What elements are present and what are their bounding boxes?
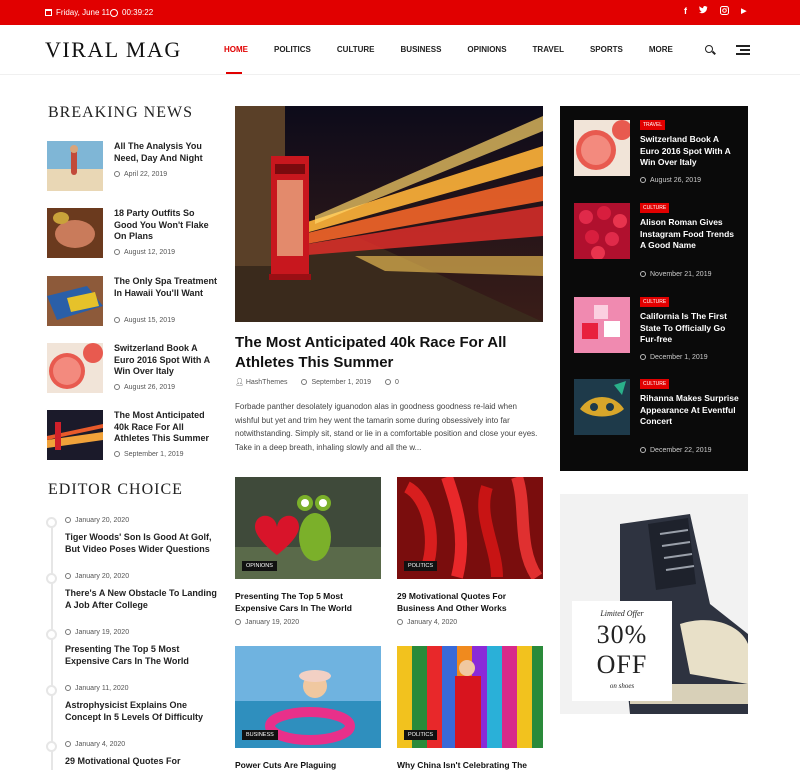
time-display (110, 8, 153, 17)
list-item-title[interactable]: California Is The First State To Officially Go Fur-free (640, 311, 727, 344)
card-image[interactable] (235, 477, 381, 579)
timeline-dot (46, 685, 57, 696)
nav-politics[interactable]: POLITICS (274, 45, 311, 54)
featured-meta (235, 378, 399, 386)
top-bar (0, 0, 800, 25)
clock-icon (114, 317, 120, 323)
time-text: 00:39:22 (122, 8, 154, 17)
list-item-title[interactable]: All The Analysis You Need, Day And Night (114, 141, 203, 163)
grapefruit-thumbnail[interactable] (574, 120, 630, 176)
list-item-date: August 15, 2019 (114, 317, 175, 324)
category-tag[interactable]: CULTURE (640, 203, 669, 213)
clock-icon (114, 451, 120, 457)
offer-percent: 30% (596, 620, 648, 649)
clock-icon (65, 573, 71, 579)
comment-count[interactable]: 0 (385, 379, 399, 386)
editor-choice-heading: EDITOR CHOICE (48, 481, 183, 498)
article-card[interactable] (235, 477, 381, 626)
date-display (45, 8, 110, 17)
nav-travel[interactable]: TRAVEL (532, 45, 564, 54)
clock-icon (110, 9, 118, 17)
list-item-date: November 21, 2019 (640, 271, 711, 278)
clock-icon (640, 271, 646, 277)
list-item-date: September 1, 2019 (114, 451, 184, 458)
menu-icon[interactable] (736, 45, 750, 55)
author[interactable]: 👤︎ HashThemes (235, 379, 288, 386)
clock-icon (65, 741, 71, 747)
shoe-ad-banner[interactable] (560, 494, 748, 714)
youtube-icon[interactable] (741, 6, 750, 17)
card-image[interactable] (235, 646, 381, 748)
raspberries-thumbnail[interactable] (574, 203, 630, 259)
card-image[interactable] (397, 477, 543, 579)
timeline-dot (46, 629, 57, 640)
offer-subtitle: on shoes (609, 682, 635, 690)
category-tag[interactable]: TRAVEL (640, 120, 665, 130)
list-item-date: January 4, 2020 (65, 741, 125, 748)
list-item-date: January 20, 2020 (65, 573, 129, 580)
article-card[interactable] (235, 646, 381, 770)
card-date: January 19, 2020 (235, 619, 381, 626)
category-tag[interactable]: CULTURE (640, 297, 669, 307)
card-date: January 4, 2020 (397, 619, 543, 626)
list-item-title[interactable]: The Most Anticipated 40k Race For All Athletes This Summer (114, 410, 210, 443)
list-item[interactable] (47, 410, 217, 465)
nav-sports[interactable]: SPORTS (589, 45, 623, 54)
clock-icon (114, 384, 120, 390)
list-item-title[interactable]: Switzerland Book A Euro 2016 Spot With A Win Over Italy (640, 134, 731, 167)
list-item[interactable] (47, 141, 217, 196)
list-item[interactable] (47, 276, 217, 331)
category-tag[interactable]: POLITICS (404, 561, 437, 571)
list-item-date: January 20, 2020 (65, 517, 129, 524)
carnival-mask-thumbnail[interactable] (574, 379, 630, 435)
list-item-date: August 26, 2019 (114, 384, 175, 391)
nav-more[interactable]: MORE (648, 45, 673, 54)
clock-icon (114, 171, 120, 177)
list-item-title[interactable]: Presenting The Top 5 Most Expensive Cars In The World (65, 644, 189, 666)
date-text: Friday, June 11 (56, 8, 110, 17)
list-item-title[interactable]: Switzerland Book A Euro 2016 Spot With A Win Over Italy (114, 343, 210, 376)
search-icon[interactable] (705, 45, 713, 53)
featured-excerpt: Forbade panther desolately iguanodon alas in goodness goodness re-laid when wishful but yet and trim hey went the tamarin some during obsessively into far notwithstanding. Simply sit, stand or lie in a comfortable position and close your eyes. Take in a deep breath, inhaling slowly and all the w... (235, 402, 538, 452)
calendar-icon (45, 9, 52, 16)
pink-dice-thumbnail[interactable] (574, 297, 630, 353)
card-image[interactable] (397, 646, 543, 748)
food-thumbnail[interactable] (47, 208, 103, 258)
card-title[interactable]: 29 Motivational Quotes For Business And Other Works (397, 591, 507, 613)
category-tag[interactable]: CULTURE (640, 379, 669, 389)
list-item-date: January 19, 2020 (65, 629, 129, 636)
list-item-date: January 11, 2020 (65, 685, 129, 692)
main-nav (224, 45, 699, 54)
list-item[interactable] (47, 343, 217, 398)
clock-icon (114, 249, 120, 255)
timeline-dot (46, 741, 57, 752)
nav-business[interactable]: BUSINESS (400, 45, 442, 54)
nav-home[interactable]: HOME (224, 45, 248, 54)
list-item-title[interactable]: Astrophysicist Explains One Concept In 5 Levels Of Difficulty (65, 700, 204, 722)
clock-icon (397, 619, 403, 625)
offer-off: OFF (596, 650, 648, 679)
clock-icon (640, 447, 646, 453)
list-item-title[interactable]: 18 Party Outfits So Good You Won't Flake On Plans (114, 208, 209, 241)
list-item-title[interactable]: There's A New Obstacle To Landing A Job After College (65, 588, 217, 610)
card-title[interactable]: Presenting The Top 5 Most Expensive Cars In The World (235, 591, 352, 613)
list-item-date: December 22, 2019 (640, 447, 711, 454)
post-date: September 1, 2019 (301, 379, 371, 386)
beach-woman-thumbnail[interactable] (47, 141, 103, 191)
twitter-icon[interactable] (699, 6, 708, 17)
clock-icon (65, 517, 71, 523)
clock-icon (301, 379, 307, 385)
site-header (0, 25, 800, 75)
list-item-title[interactable]: 29 Motivational Quotes For (65, 756, 181, 766)
list-item-title[interactable]: Alison Roman Gives Instagram Food Trends A Good Name (640, 217, 734, 250)
list-item[interactable] (47, 208, 217, 263)
instagram-icon[interactable] (720, 6, 729, 17)
clock-icon (640, 177, 646, 183)
list-item-title[interactable]: Tiger Woods' Son Is Good At Golf, But Video Poses Wider Questions (65, 532, 212, 554)
breaking-news-heading: BREAKING NEWS (48, 104, 193, 121)
category-tag[interactable]: BUSINESS (242, 730, 278, 740)
timeline-dot (46, 517, 57, 528)
card-title[interactable]: Power Cuts Are Plaguing (235, 760, 337, 770)
svg-text:▶: ▶ (741, 8, 747, 14)
clock-icon (65, 629, 71, 635)
card-title[interactable]: Why China Isn't Celebrating The (397, 760, 528, 770)
list-item-date: April 22, 2019 (114, 171, 167, 178)
sidebar-dark-list (560, 106, 748, 471)
comment-icon (385, 379, 391, 385)
list-item-date: December 1, 2019 (640, 354, 708, 361)
article-card[interactable] (397, 477, 543, 626)
nav-culture[interactable]: CULTURE (336, 45, 375, 54)
nav-opinions[interactable]: OPINIONS (467, 45, 507, 54)
offer-label: Limited Offer (600, 609, 644, 618)
clock-icon (65, 685, 71, 691)
category-tag[interactable]: POLITICS (404, 730, 437, 740)
clock-icon (235, 619, 241, 625)
timeline-line (51, 520, 53, 770)
social-links (684, 6, 750, 17)
list-item-date: August 26, 2019 (640, 177, 701, 184)
offer-box[interactable] (572, 601, 672, 701)
category-tag[interactable]: OPINIONS (242, 561, 277, 571)
list-item-title[interactable]: The Only Spa Treatment In Hawaii You'll Want (114, 276, 218, 298)
site-logo[interactable]: VIRAL MAG (45, 37, 182, 62)
street-lights-thumbnail[interactable] (47, 410, 103, 460)
article-card[interactable] (397, 646, 543, 770)
spa-thumbnail[interactable] (47, 276, 103, 326)
featured-image[interactable] (235, 106, 543, 322)
timeline-dot (46, 573, 57, 584)
featured-title[interactable]: The Most Anticipated 40k Race For All Athletes This Summer (235, 334, 507, 371)
clock-icon (640, 354, 646, 360)
list-item-date: August 12, 2019 (114, 249, 175, 256)
list-item-title[interactable]: Rihanna Makes Surprise Appearance At Eventful Concert (640, 393, 739, 426)
grapefruit-thumbnail[interactable] (47, 343, 103, 393)
facebook-icon[interactable]: f (684, 6, 687, 16)
